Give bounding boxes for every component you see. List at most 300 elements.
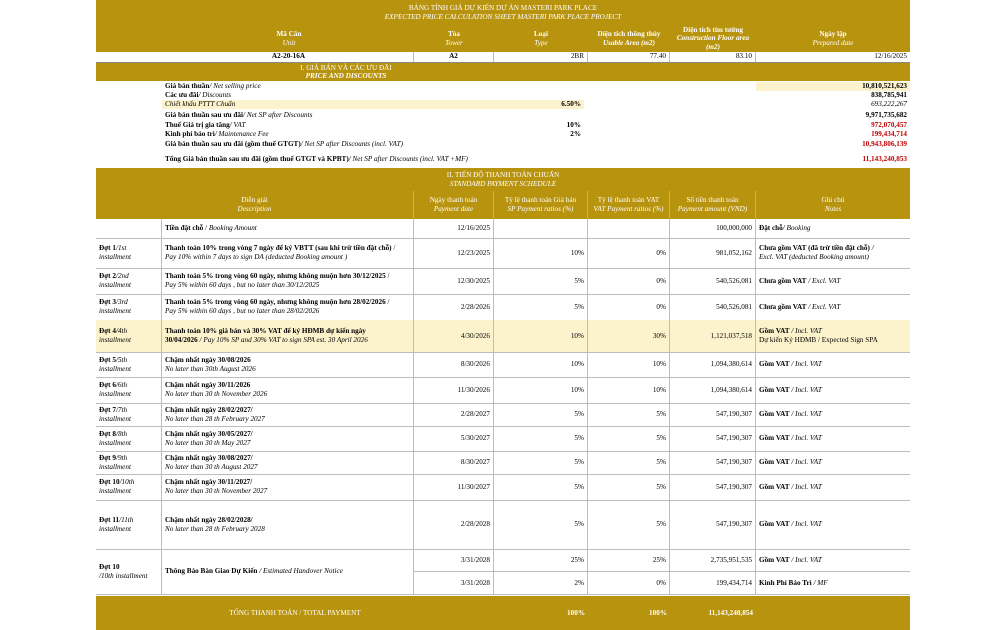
vat-ratio-value: 5% <box>656 434 666 443</box>
description-vn: Thanh toán 10% trong vòng 7 ngày để ký VBTT (sau khi trừ tiền đặt chỗ) <box>165 244 392 253</box>
title-en: EXPECTED PRICE CALCULATION SHEET MASTERI PARK PLACE PROJECT <box>384 13 622 21</box>
vat-ratio-value: 0% <box>656 276 666 285</box>
price-line-percent <box>494 155 584 164</box>
description-line-2 <box>165 463 410 472</box>
tower-col-header <box>414 25 494 52</box>
unit-construction-area: 83.10 <box>670 52 756 62</box>
payment-amount <box>670 500 756 549</box>
final-b-note-en: / MF <box>811 578 828 587</box>
note-line-1 <box>759 360 907 369</box>
vat-ratio <box>588 352 670 377</box>
schedule-row <box>96 219 910 239</box>
payment-amount <box>670 294 756 320</box>
installment-stage <box>96 451 162 474</box>
payment-amount-value: 981,052,162 <box>716 248 752 257</box>
final-b-note-vn: Kinh Phí Bảo Trì <box>759 578 812 587</box>
description-line-2-en: No later than 30th August 2026 <box>165 364 256 373</box>
payment-date <box>414 403 494 426</box>
payment-amount-value: 1,094,380,614 <box>710 360 752 369</box>
total-amount: 11,143,240,854 <box>708 608 753 617</box>
unit-type: 2BR <box>494 52 588 62</box>
stage-name: Đợt 8 <box>99 429 116 438</box>
note-line-2-text: Excl. VAT (deducted Booking amount) <box>759 253 869 261</box>
sp-ratio <box>494 238 588 268</box>
section-1-title-en: PRICE AND DISCOUNTS <box>305 72 387 80</box>
schedule-header <box>96 191 910 219</box>
unit-code: A2-20-16A <box>164 52 414 62</box>
note-line-1 <box>759 483 907 492</box>
price-line-value: 10,943,806,139 <box>862 140 907 148</box>
vat-ratio-value: 10% <box>652 360 666 369</box>
description-separator: / <box>391 244 396 253</box>
payment-date <box>414 377 494 403</box>
payment-amount-value: 547,190,307 <box>716 520 752 529</box>
final-stage-vn: Đợt 10 <box>99 562 120 571</box>
description-line-2-en: No later than 30 th November 2027 <box>165 487 268 495</box>
sp-ratio <box>494 403 588 426</box>
stage-text <box>99 327 158 344</box>
sp-ratio-value: 10% <box>570 248 584 257</box>
schedule-row <box>96 451 910 475</box>
stage-name: Đợt 6 <box>99 381 116 390</box>
final-stage <box>96 549 162 595</box>
stage-name-en: /1st installment <box>99 244 131 261</box>
installment-stage <box>96 403 162 426</box>
installment-stage <box>96 377 162 403</box>
stage-text <box>99 381 158 398</box>
description-line-2 <box>165 307 410 316</box>
price-line-label-vn: Tổng Giá bán thuần sau ưu đãi (gồm thuế GTGT và KPBT) <box>165 155 349 163</box>
notes-header-en: Notes <box>824 205 842 213</box>
vat-ratio-col-header <box>588 191 670 219</box>
payment-date <box>414 426 494 451</box>
section-1-title-vn: I. GIÁ BÁN VÀ CÁC ƯU ĐÃI <box>300 64 392 72</box>
final-description <box>162 549 414 595</box>
final-a-date: 3/31/2028 <box>414 549 494 571</box>
description-separator: / <box>203 224 209 233</box>
description-line-1 <box>165 356 410 365</box>
description-line-2-en: Pay 5% within 60 days , but no later than 30/12/2025 <box>165 281 320 289</box>
note-en: / <box>869 244 874 253</box>
sp-ratio-header-vn: Tỷ lệ thanh toán Giá bán <box>504 196 577 205</box>
price-line-label-vn: Chiết khấu PTTT Chuẩn <box>165 100 236 108</box>
description-line-1 <box>165 516 410 525</box>
payment-amount <box>670 426 756 451</box>
payment-note <box>756 238 910 268</box>
notes-col-header <box>756 191 910 219</box>
payment-date-value: 4/30/2026 <box>460 331 490 340</box>
type-col-header <box>494 25 588 52</box>
payment-note <box>756 268 910 294</box>
final-b-vat: 0% <box>588 572 670 594</box>
price-line-value: 838,785,941 <box>871 91 907 99</box>
description-line-1 <box>165 272 410 281</box>
note-vn: Gồm VAT <box>759 520 790 529</box>
installment-description <box>162 451 414 474</box>
sp-ratio-value: 5% <box>574 410 584 419</box>
stage-name: Đợt 7 <box>99 405 116 414</box>
desc-header-vn: Diễn giải <box>241 196 268 205</box>
vat-ratio <box>588 238 670 268</box>
note-en: / Excl. VAT <box>806 276 841 285</box>
stage-name-en: /11th installment <box>99 515 134 533</box>
vat-ratio <box>588 451 670 474</box>
final-b-note <box>756 572 910 594</box>
vat-ratio <box>588 294 670 320</box>
note-en: / Booking <box>782 224 811 233</box>
price-line-label-en: / Net SP after Discounts (incl. VAT +MF) <box>348 155 468 163</box>
stage-text <box>99 430 158 447</box>
schedule-row <box>96 403 910 427</box>
unit-col-header <box>164 25 414 52</box>
section-2-header <box>96 168 910 191</box>
vat-ratio-value: 5% <box>656 458 666 467</box>
note-vn: Gồm VAT <box>759 410 790 419</box>
vat-ratio <box>588 474 670 500</box>
price-line <box>96 100 910 109</box>
payment-amount-value: 1,094,380,614 <box>710 385 752 394</box>
note-vn: Gồm VAT <box>759 360 790 369</box>
unit-usable-area: 77.40 <box>588 52 670 62</box>
sp-ratio-value: 10% <box>570 360 584 369</box>
price-line-value: 10,810,521,623 <box>756 82 910 91</box>
price-line-label-vn: Giá bán thuần sau ưu đãi <box>165 111 244 119</box>
price-line-value: 11,143,240,853 <box>862 155 907 163</box>
price-line-label <box>162 100 414 109</box>
note-line-1 <box>759 224 907 233</box>
final-row-b <box>414 572 910 595</box>
description-line-1 <box>165 381 410 390</box>
payment-note <box>756 426 910 451</box>
note-vn: Chưa gồm VAT <box>759 276 807 285</box>
description-vn: Chậm nhất ngày 28/02/2027/ <box>165 405 253 414</box>
installment-description <box>162 219 414 238</box>
desc-col-header <box>96 191 414 219</box>
unit-row <box>96 52 910 63</box>
sp-ratio <box>494 474 588 500</box>
payment-date-value: 11/30/2026 <box>457 385 490 394</box>
final-desc-vn: Thông Báo Bàn Giao Dự Kiến <box>165 567 258 576</box>
note-en: / Incl. VAT <box>789 520 822 529</box>
date-header-vn: Ngày lập <box>819 29 847 38</box>
price-line-label-en: / Net selling price <box>209 82 261 90</box>
payment-date-value: 12/16/2025 <box>457 224 490 233</box>
payment-amount-value: 547,190,307 <box>716 434 752 443</box>
sp-ratio <box>494 294 588 320</box>
sp-ratio-value: 10% <box>570 385 584 394</box>
final-a-note-en: / Incl. VAT <box>789 555 822 564</box>
payment-note <box>756 294 910 320</box>
stage-name-en: /4th installment <box>99 327 131 344</box>
installment-stage <box>96 238 162 268</box>
payment-amount-value: 540,526,081 <box>716 302 752 311</box>
price-lines <box>96 82 910 168</box>
description-line-2 <box>165 253 410 262</box>
final-a-sp: 25% <box>494 549 588 571</box>
stage-name: Đợt 11 <box>99 515 120 524</box>
title-banner <box>96 0 910 25</box>
schedule-row <box>96 268 910 295</box>
sp-ratio-header-en: SP Payment ratios (%) <box>507 205 574 213</box>
description-line-2-en: / Pay 10% SP and 30% VAT to sign SPA est. 30 April 2026 <box>197 336 368 344</box>
description-line-1 <box>165 406 410 415</box>
sp-ratio <box>494 377 588 403</box>
stage-text <box>99 454 158 471</box>
note-line-1 <box>759 386 907 395</box>
price-line-label-en: / Maintenance Fee <box>214 130 269 138</box>
stage-name-en: /10th installment <box>99 478 135 495</box>
vat-ratio-value: 0% <box>656 248 666 257</box>
description-line-1 <box>165 327 410 336</box>
description-line-1 <box>165 478 410 487</box>
payment-amount-value: 100,000,000 <box>716 224 752 233</box>
installment-description <box>162 403 414 426</box>
note-en: / Incl. VAT <box>789 385 822 394</box>
installment-description <box>162 500 414 549</box>
price-line <box>96 121 910 130</box>
pay-date-col-header <box>414 191 494 219</box>
sp-ratio-value: 5% <box>574 482 584 491</box>
installment-description <box>162 377 414 403</box>
installment-stage <box>96 474 162 500</box>
description-line-2-en: No later than 28 th February 2028 <box>165 524 265 533</box>
stage-text <box>99 244 158 261</box>
description-vn: Chậm nhất ngày 30/11/2027/ <box>165 478 253 487</box>
stage-name: Đợt 2 <box>99 272 116 281</box>
payment-amount <box>670 403 756 426</box>
payment-amount <box>670 377 756 403</box>
note-line-2 <box>759 336 907 345</box>
price-line-percent: 10% <box>566 121 581 129</box>
payment-note <box>756 219 910 238</box>
description-line-2 <box>165 390 410 399</box>
vat-ratio <box>588 426 670 451</box>
sp-ratio-value: 10% <box>570 331 584 340</box>
payment-note <box>756 451 910 474</box>
installment-stage <box>96 219 162 238</box>
price-line <box>96 111 910 120</box>
description-line-2-en: Pay 5% within 60 days , but no later than 28/02/2026 <box>165 307 320 315</box>
description-line-2 <box>165 415 410 424</box>
note-vn: Chưa gồm VAT <box>759 302 807 311</box>
payment-note <box>756 403 910 426</box>
final-a-note-vn: Gồm VAT <box>759 555 790 564</box>
construction-header-en: Construction Floor area (m2) <box>676 34 750 51</box>
price-line <box>96 140 910 149</box>
note-en: / Incl. VAT <box>789 434 822 443</box>
sp-ratio-col-header <box>494 191 588 219</box>
title-vn: BẢNG TÍNH GIÁ DỰ KIẾN DỰ ÁN MASTERI PARK PLACE <box>408 4 598 12</box>
price-sheet <box>96 0 910 630</box>
payment-date-value: 11/30/2027 <box>457 482 490 491</box>
date-col-header <box>756 25 910 52</box>
usable-col-header <box>588 25 670 52</box>
note-vn: Gồm VAT <box>759 482 790 491</box>
note-line-1 <box>759 277 907 286</box>
schedule-rows <box>96 219 910 549</box>
stage-name-en: /9th installment <box>99 453 131 471</box>
installment-stage <box>96 294 162 320</box>
final-desc-en: / Estimated Handover Notice <box>257 567 343 576</box>
sp-ratio <box>494 320 588 352</box>
amount-col-header <box>670 191 756 219</box>
price-line-percent: 6.50% <box>494 100 584 109</box>
note-line-1 <box>759 520 907 529</box>
pay-date-header-en: Payment date <box>433 205 474 213</box>
installment-description <box>162 268 414 294</box>
description-line-2 <box>165 487 410 496</box>
payment-amount-value: 547,190,307 <box>716 458 752 467</box>
payment-date <box>414 238 494 268</box>
vat-ratio-value: 10% <box>652 385 666 394</box>
description-vn: Thanh toán 5% trong vòng 60 ngày, nhưng không muộn hơn 30/12/2025 <box>165 272 386 281</box>
stage-name-en: /8th installment <box>99 429 131 447</box>
description-vn: Chậm nhất ngày 30/08/2026 <box>165 355 251 364</box>
installment-description <box>162 294 414 320</box>
price-line-value: 9,971,735,682 <box>865 111 907 119</box>
note-line-1 <box>759 434 907 443</box>
payment-amount <box>670 268 756 294</box>
payment-date <box>414 268 494 294</box>
schedule-row <box>96 426 910 452</box>
stage-name: Đợt 9 <box>99 453 116 462</box>
stage-name-en: /5th installment <box>99 355 131 373</box>
price-line-percent: 2% <box>570 130 581 138</box>
type-header-vn: Loại <box>534 29 548 38</box>
payment-date <box>414 500 494 549</box>
sp-ratio <box>494 219 588 238</box>
price-line-value: 972,070,457 <box>871 121 907 129</box>
sp-ratio-value: 5% <box>574 434 584 443</box>
description-separator: / <box>385 272 390 281</box>
description-vn: Tiền đặt chỗ <box>165 224 204 233</box>
stage-name-en: /6th installment <box>99 381 131 398</box>
schedule-row <box>96 320 910 353</box>
unit-tower: A2 <box>414 52 494 62</box>
price-line <box>96 155 910 164</box>
sp-ratio <box>494 426 588 451</box>
vat-ratio <box>588 377 670 403</box>
schedule-row <box>96 474 910 501</box>
installment-description <box>162 474 414 500</box>
type-header-en: Type <box>534 38 548 47</box>
stage-text <box>99 516 158 533</box>
sp-ratio <box>494 268 588 294</box>
notes-header-vn: Ghi chú <box>821 196 845 205</box>
installment-description <box>162 352 414 377</box>
sp-ratio-value: 5% <box>574 458 584 467</box>
unit-header-vn: Mã Căn <box>276 29 302 38</box>
description-line-2-en: No later than 28 th February 2027 <box>165 414 265 423</box>
sp-ratio-value: 5% <box>574 520 584 529</box>
payment-date-value: 2/28/2027 <box>460 410 490 419</box>
price-line-percent <box>494 82 584 91</box>
description-line-2-en: No later than 30 th May 2027 <box>165 438 251 447</box>
unit-header <box>96 25 910 52</box>
note-en: / Incl. VAT <box>789 360 822 369</box>
description-vn: Chậm nhất ngày 30/05/2027/ <box>165 429 253 438</box>
vat-ratio <box>588 268 670 294</box>
payment-amount-value: 547,190,307 <box>716 410 752 419</box>
stage-name: Đợt 5 <box>99 355 116 364</box>
vat-ratio-header-vn: Tỷ lệ thanh toán VAT <box>597 196 660 205</box>
final-a-vat: 25% <box>588 549 670 571</box>
payment-date <box>414 352 494 377</box>
payment-note <box>756 320 910 352</box>
payment-date <box>414 219 494 238</box>
note-vn: Gồm VAT <box>759 458 790 467</box>
description-line-1 <box>165 244 410 253</box>
payment-date-value: 12/23/2025 <box>457 248 490 257</box>
usable-header-vn: Diện tích thông thủy <box>597 29 661 38</box>
vat-ratio-value: 5% <box>656 520 666 529</box>
payment-amount-value: 547,190,307 <box>716 482 752 491</box>
description-line-1 <box>165 298 410 307</box>
stage-text <box>99 356 158 373</box>
payment-note <box>756 500 910 549</box>
vat-ratio <box>588 320 670 352</box>
description-line-1 <box>165 224 410 233</box>
stage-text <box>99 298 158 315</box>
usable-header-en: Usable Area (m2) <box>602 38 656 47</box>
vat-ratio-value: 5% <box>656 410 666 419</box>
total-row <box>96 596 910 630</box>
sp-ratio-value: 5% <box>574 302 584 311</box>
vat-ratio-value: 0% <box>656 302 666 311</box>
price-line-label-vn: Các ưu đãi <box>165 91 199 99</box>
description-line-2 <box>165 365 410 374</box>
payment-amount <box>670 238 756 268</box>
stage-name: Đợt 1 <box>99 244 116 253</box>
schedule-row <box>96 294 910 321</box>
sp-ratio-value: 5% <box>574 276 584 285</box>
description-vn: Chậm nhất ngày 30/08/2027/ <box>165 453 253 462</box>
price-line-label-en: / Discounts <box>198 91 232 99</box>
payment-note <box>756 377 910 403</box>
total-label: TỔNG THANH TOÁN / TOTAL PAYMENT <box>229 608 361 617</box>
sp-ratio <box>494 352 588 377</box>
vat-ratio-value: 5% <box>656 482 666 491</box>
vat-ratio <box>588 500 670 549</box>
section-2-title-vn: II. TIẾN ĐỘ THANH TOÁN CHUẨN <box>446 171 560 179</box>
price-line-value: 199,434,714 <box>871 130 907 138</box>
payment-date <box>414 294 494 320</box>
payment-date <box>414 320 494 352</box>
note-line-2 <box>759 253 907 262</box>
payment-amount-value: 1,121,037,518 <box>710 331 752 340</box>
payment-amount <box>670 451 756 474</box>
stage-name-en: /7th installment <box>99 405 131 423</box>
payment-amount-value: 540,526,081 <box>716 276 752 285</box>
installment-stage <box>96 352 162 377</box>
installment-stage <box>96 268 162 294</box>
description-vn: Chậm nhất ngày 28/02/2028/ <box>165 515 253 524</box>
tower-header-en: Tower <box>445 38 463 47</box>
desc-header-en: Description <box>237 205 272 213</box>
installment-stage <box>96 320 162 352</box>
price-line-label-vn: Thuế Giá trị gia tăng <box>165 121 230 129</box>
stage-name-en: /3rd installment <box>99 298 131 315</box>
final-stage-en: /10th installment <box>99 571 148 580</box>
description-line-2-vn: 30/04/2026 <box>165 336 198 344</box>
tower-header-vn: Tòa <box>448 29 460 38</box>
note-en: / Incl. VAT <box>789 482 822 491</box>
description-en: Booking Amount <box>208 224 257 233</box>
description-line-2 <box>165 336 410 345</box>
payment-date-value: 2/28/2026 <box>460 302 490 311</box>
unit-prepared-date: 12/16/2025 <box>874 52 907 60</box>
schedule-row <box>96 377 910 404</box>
